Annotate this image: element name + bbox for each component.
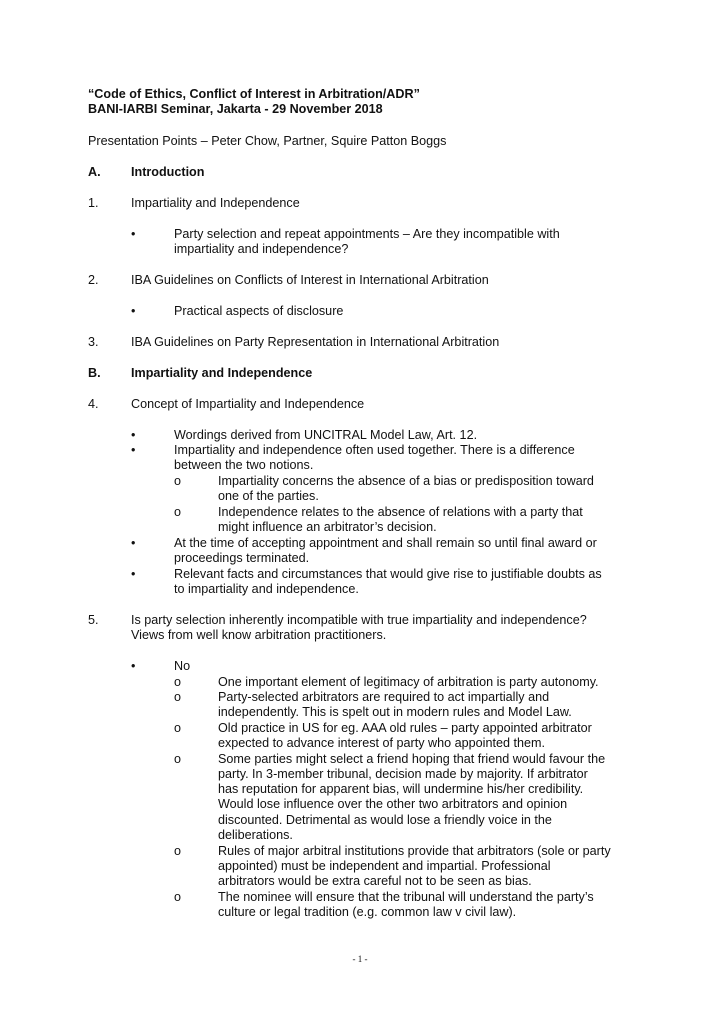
- sub-bullet-mark: o: [174, 844, 182, 858]
- bullet-mark: •: [131, 443, 136, 457]
- point-3-number: 3.: [88, 335, 99, 349]
- bullet-mark: •: [131, 536, 136, 550]
- sub-bullet-line: culture or legal tradition (e.g. common law v civil law).: [218, 905, 517, 919]
- sub-bullet-line: party. In 3-member tribunal, decision made by majority. If arbitrator: [218, 767, 588, 781]
- section-a-title: Introduction: [131, 165, 205, 179]
- sub-bullet-line: Impartiality concerns the absence of a bias or predisposition toward: [218, 474, 594, 488]
- point-3-text: IBA Guidelines on Party Representation in International Arbitration: [131, 335, 500, 349]
- bullet-line: to impartiality and independence.: [174, 582, 359, 596]
- section-b-label: B.: [88, 366, 101, 380]
- page-number: - 1 -: [352, 954, 368, 964]
- point-4-number: 4.: [88, 397, 99, 411]
- sub-bullet-line: discounted. Detrimental as would lose a friendly voice in the: [218, 813, 552, 827]
- bullet-line: between the two notions.: [174, 458, 314, 472]
- sub-bullet-mark: o: [174, 721, 182, 735]
- sub-bullet-mark: o: [174, 690, 182, 704]
- sub-bullet-mark: o: [174, 752, 182, 766]
- bullet-line: impartiality and independence?: [174, 242, 349, 256]
- sub-bullet-line: independently. This is spelt out in modern rules and Model Law.: [218, 705, 572, 719]
- point-4-text: Concept of Impartiality and Independence: [131, 397, 365, 411]
- sub-bullet-line: Old practice in US for eg. AAA old rules – party appointed arbitrator: [218, 721, 592, 735]
- section-b-title: Impartiality and Independence: [131, 366, 313, 380]
- presenter-line: Presentation Points – Peter Chow, Partner, Squire Patton Boggs: [88, 134, 447, 148]
- sub-bullet-line: Some parties might select a friend hoping that friend would favour the: [218, 752, 606, 766]
- bullet-mark: •: [131, 227, 136, 241]
- seminar-subtitle: BANI-IARBI Seminar, Jakarta - 29 November 2018: [88, 102, 383, 116]
- sub-bullet-line: one of the parties.: [218, 489, 319, 503]
- bullet-line: Relevant facts and circumstances that would give rise to justifiable doubts as: [174, 567, 602, 581]
- bullet-mark: •: [131, 428, 136, 442]
- sub-bullet-line: appointed) must be independent and impartial. Professional: [218, 859, 551, 873]
- document-title: “Code of Ethics, Conflict of Interest in Arbitration/ADR”: [88, 87, 420, 101]
- bullet-line: proceedings terminated.: [174, 551, 310, 565]
- bullet-line: Party selection and repeat appointments – Are they incompatible with: [174, 227, 560, 241]
- sub-bullet-mark: o: [174, 505, 182, 519]
- sub-bullet-line: might influence an arbitrator’s decision.: [218, 520, 437, 534]
- bullet-mark: •: [131, 659, 136, 673]
- point-5-number: 5.: [88, 613, 99, 627]
- point-5-text: Views from well know arbitration practitioners.: [131, 628, 387, 642]
- bullet-line: No: [174, 659, 191, 673]
- sub-bullet-line: expected to advance interest of party who appointed them.: [218, 736, 545, 750]
- point-1-text: Impartiality and Independence: [131, 196, 300, 210]
- point-2-text: IBA Guidelines on Conflicts of Interest in International Arbitration: [131, 273, 489, 287]
- bullet-mark: •: [131, 304, 136, 318]
- sub-bullet-line: deliberations.: [218, 828, 293, 842]
- sub-bullet-line: The nominee will ensure that the tribunal will understand the party’s: [218, 890, 594, 904]
- sub-bullet-mark: o: [174, 890, 182, 904]
- sub-bullet-line: has reputation for apparent bias, will undermine his/her credibility.: [218, 782, 584, 796]
- sub-bullet-mark: o: [174, 474, 182, 488]
- point-5-text: Is party selection inherently incompatible with true impartiality and independence?: [131, 613, 587, 627]
- sub-bullet-line: Would lose influence over the other two arbitrators and opinion: [218, 797, 568, 811]
- bullet-mark: •: [131, 567, 136, 581]
- sub-bullet-mark: o: [174, 675, 182, 689]
- bullet-line: Impartiality and independence often used together. There is a difference: [174, 443, 575, 457]
- sub-bullet-line: Independence relates to the absence of relations with a party that: [218, 505, 583, 519]
- sub-bullet-line: Rules of major arbitral institutions provide that arbitrators (sole or party: [218, 844, 611, 858]
- bullet-line: Wordings derived from UNCITRAL Model Law, Art. 12.: [174, 428, 478, 442]
- section-a-label: A.: [88, 165, 101, 179]
- sub-bullet-line: One important element of legitimacy of arbitration is party autonomy.: [218, 675, 599, 689]
- sub-bullet-line: arbitrators would be extra careful not to be seen as bias.: [218, 874, 532, 888]
- bullet-line: At the time of accepting appointment and shall remain so until final award or: [174, 536, 597, 550]
- bullet-line: Practical aspects of disclosure: [174, 304, 344, 318]
- point-1-number: 1.: [88, 196, 99, 210]
- point-2-number: 2.: [88, 273, 99, 287]
- sub-bullet-line: Party-selected arbitrators are required to act impartially and: [218, 690, 550, 704]
